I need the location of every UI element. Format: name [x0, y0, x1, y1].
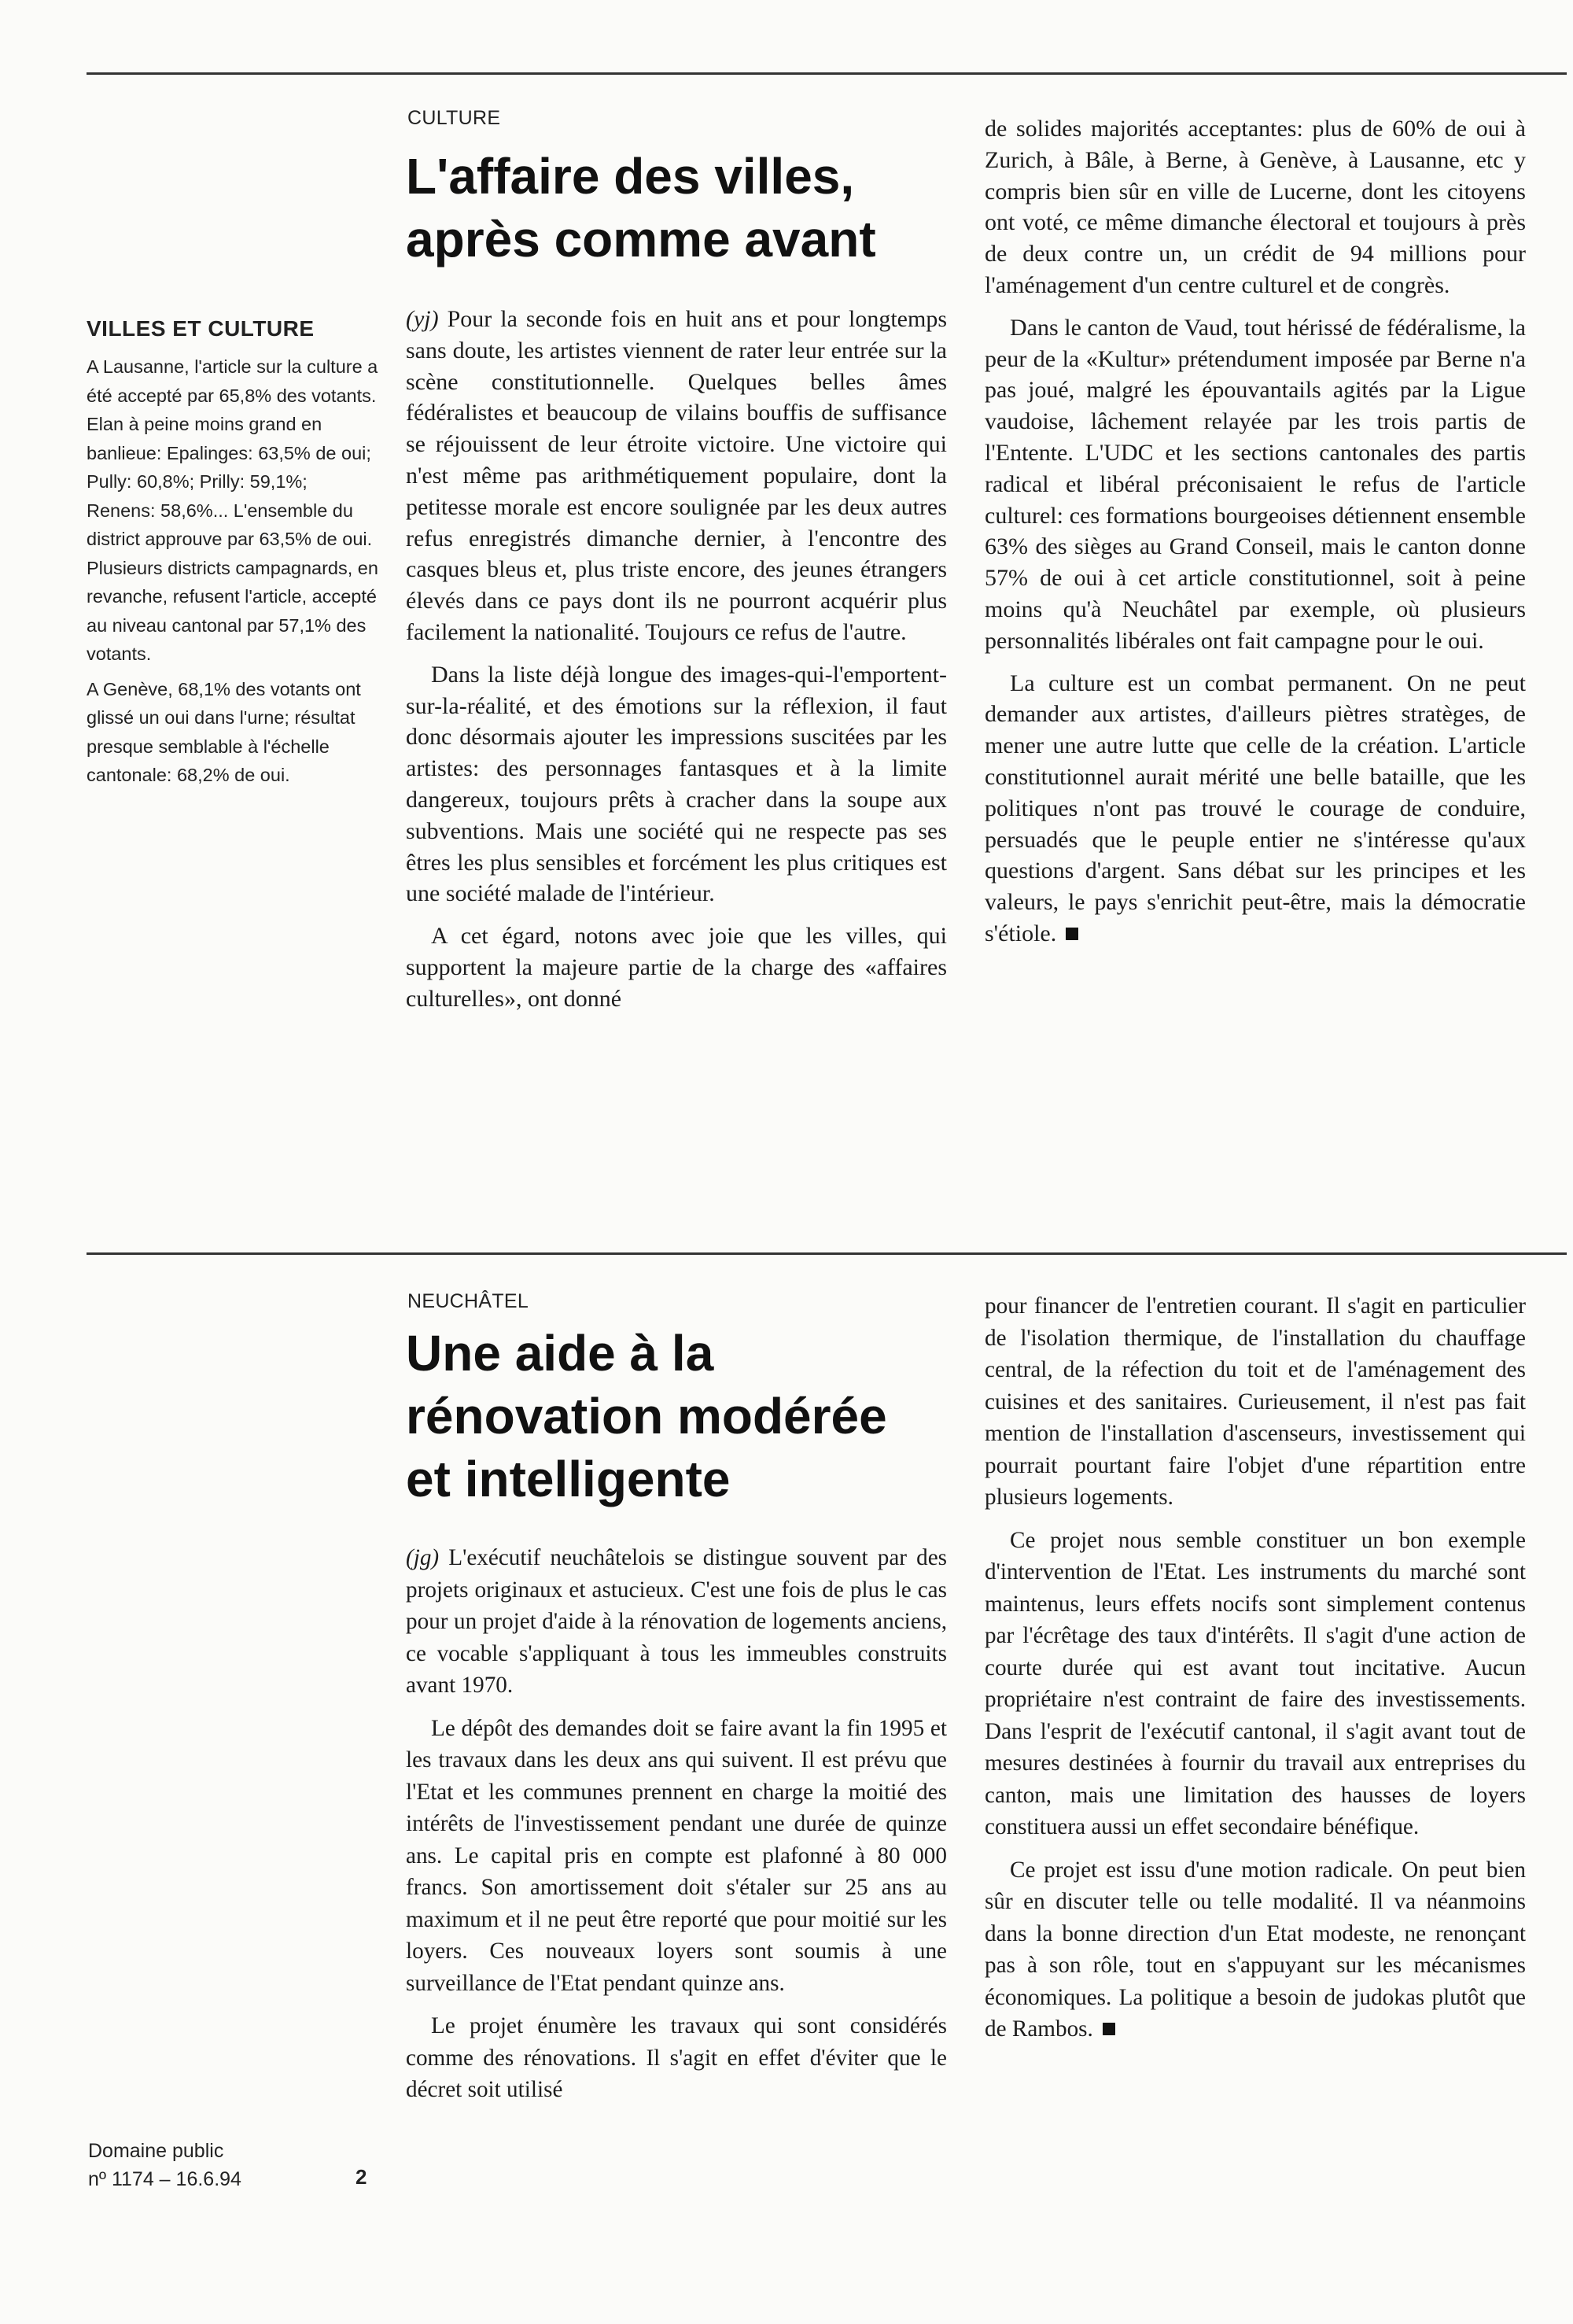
byline: (yj)	[406, 306, 439, 332]
article-column	[406, 304, 947, 1015]
middle-rule	[87, 1252, 1567, 1255]
article-title-line: après comme avant	[406, 211, 876, 267]
byline: (jg)	[406, 1545, 440, 1570]
article-paragraph: pour financer de l'entretien courant. Il s'agit en particulier de l'isolation thermique, de l'installation du chauffage central, de la réfection du toit et de l'aménagement des cuisines et des sanitaires. Curieusement, il n'est pas fait mention de l'installation d'ascenseurs, investissement qui pourrait pourtant faire l'objet d'une répartition entre plusieurs logements.	[985, 1293, 1526, 1510]
article-title	[406, 1322, 887, 1511]
publication-name: Domaine public	[88, 2140, 224, 2162]
article-title	[406, 145, 876, 271]
sidebar-title: VILLES ET CULTURE	[87, 316, 315, 341]
article-column	[406, 1542, 947, 2106]
publication-footer	[88, 2137, 241, 2193]
article-title-line: et intelligente	[406, 1451, 731, 1507]
top-rule	[87, 72, 1567, 75]
article-paragraph: Ce projet nous semble constituer un bon exemple d'intervention de l'Etat. Les instruments du marché sont maintenus, leurs effets nocifs sont simplement contenus par l'écrêtage des taux d'intérêts. Il s'agit d'une action de courte durée qui est avant tout incitative. Aucun propriétaire n'est contraint de faire des investissements. Dans l'esprit de l'exécutif cantonal, il s'agit avant tout de mesures destinées à fournir du travail aux entreprises du canton, mais une limitation des hausses de loyers constituera aussi un effet secondaire bénéfique.	[985, 1527, 1526, 1839]
sidebar-box	[87, 316, 379, 796]
sidebar-paragraph: A Lausanne, l'article sur la culture a été accepté par 65,8% des votants. Elan à peine moins grand en banlieue: Epalinges: 63,5% de oui; Pully: 60,8%; Prilly: 59,1%; Renens: 58,6%... L'ensemble du district approuve par 63,5% de oui. Plusieurs districts campagnards, en revanche, refusent l'article, accepté au niveau cantonal par 57,1% des votants.	[87, 356, 378, 664]
article-paragraph: (jg) L'exécutif neuchâtelois se distingue souvent par des projets originaux et astucieux. C'est une fois de plus le cas pour un projet d'aide à la rénovation de logements anciens, ce vocable s'appliquant à tous les immeubles construits avant 1970.	[406, 1545, 948, 1698]
article-paragraph: Le dépôt des demandes doit se faire avant la fin 1995 et les travaux dans les deux ans qui suivent. Il est prévu que l'Etat et les communes prennent en charge la moitié des intérêts de l'investissement pendant une durée de quinze ans. Le capital pris en compte est plafonné à 80 000 francs. Son amortissement doit s'étaler sur 25 ans au maximum et il ne peut être reporté que pour moitié sur les loyers. Ces nouveaux loyers sont soumis à une surveillance de l'Etat pendant quinze ans.	[406, 1715, 947, 1996]
article-column	[985, 1290, 1526, 2045]
end-mark	[1103, 2023, 1115, 2035]
article-paragraph: Le projet énumère les travaux qui sont considérés comme des rénovations. Il s'agit en effet d'éviter que le décret soit utilisé	[406, 2013, 947, 2102]
section-rubric: NEUCHÂTEL	[407, 1290, 529, 1312]
article-column	[985, 113, 1526, 950]
article-paragraph: A cet égard, notons avec joie que les villes, qui supportent la majeure partie de la charge des «affaires culturelles», ont donné	[406, 923, 947, 1012]
article-paragraph: La culture est un combat permanent. On ne peut demander aux artistes, d'ailleurs piètres stratèges, de mener une autre lutte que celle de la création. L'article constitutionnel aurait mérité une belle bataille, que les politiques n'ont pas trouvé le courage de conduire, persuadés que le peuple entier ne s'intéresse qu'aux questions d'argent. Sans débat sur les principes et les valeurs, le pays s'enrichit peut-être, mais la démocratie s'étiole.	[985, 670, 1526, 946]
issue-number: nº 1174 – 16.6.94	[88, 2168, 241, 2190]
article-paragraph: Dans le canton de Vaud, tout hérissé de fédéralisme, la peur de la «Kultur» prétendument imposée par Berne n'a pas joué, malgré les épouvantails agités par la Ligue vaudoise, lâchement relayée par les trois partis de l'Entente. L'UDC et les sections cantonales des partis radical et libéral préconisaient le refus de l'article culturel: ces formations bourgeoises détiennent ensemble 63% des sièges au Grand Conseil, mais le canton donne 57% de oui à cet article constitutionnel, soit à peine moins qu'à Neuchâtel par exemple, où plusieurs personnalités libérales ont fait campagne pour le oui.	[985, 314, 1526, 654]
article-paragraph: (yj) Pour la seconde fois en huit ans et pour longtemps sans doute, les artistes viennent de rater leur entrée sur la scène constitutionnelle. Quelques belles âmes fédéralistes et beaucoup de vilains bouffis de suffisance se réjouissent de leur étroite victoire. Une victoire qui n'est même pas arithmétiquement populaire, dont la petitesse morale est encore soulignée par les deux autres refus enregistrés dimanche dernier, à l'encontre des casques bleus et, plus triste encore, des jeunes étrangers élevés dans ce pays dont ils ne pourront acquérir plus facilement la nationalité. Toujours ce refus de l'autre.	[406, 306, 947, 645]
section-rubric: CULTURE	[407, 107, 501, 129]
end-mark	[1066, 928, 1078, 940]
article-title-line: rénovation modérée	[406, 1388, 887, 1444]
article-title-line: L'affaire des villes,	[406, 148, 855, 205]
article-paragraph: de solides majorités acceptantes: plus de 60% de oui à Zurich, à Bâle, à Berne, à Genève, à Lausanne, etc y compris bien sûr en ville de Lucerne, dont les citoyens ont voté, ce même dimanche électoral et toujours à près de deux contre un, un crédit de 94 millions pour l'aménagement d'un centre culturel et de congrès.	[985, 116, 1526, 298]
article-paragraph: Dans la liste déjà longue des images-qui-l'emportent-sur-la-réalité, et des émotions sur la réflexion, il faut donc désormais ajouter les impressions suscitées par les artistes: des personnages fantasques et à la limite dangereux, toujours prêts à cracher dans la soupe aux subventions. Mais une société qui ne respecte pas ses êtres les plus sensibles et forcément les plus critiques est une société malade de l'intérieur.	[406, 661, 947, 907]
article-title-line: Une aide à la	[406, 1325, 714, 1381]
page-number: 2	[355, 2165, 367, 2189]
sidebar-paragraph: A Genève, 68,1% des votants ont glissé un oui dans l'urne; résultat presque semblable à l'échelle cantonale: 68,2% de oui.	[87, 678, 361, 785]
article-paragraph: Ce projet est issu d'une motion radicale. On peut bien sûr en discuter telle ou telle modalité. Il va néanmoins dans la bonne direction d'un Etat modeste, ne renonçant pas à son rôle, tout en s'appuyant sur les mécanismes économiques. La politique a besoin de judokas plutôt que de Rambos.	[985, 1857, 1526, 2042]
